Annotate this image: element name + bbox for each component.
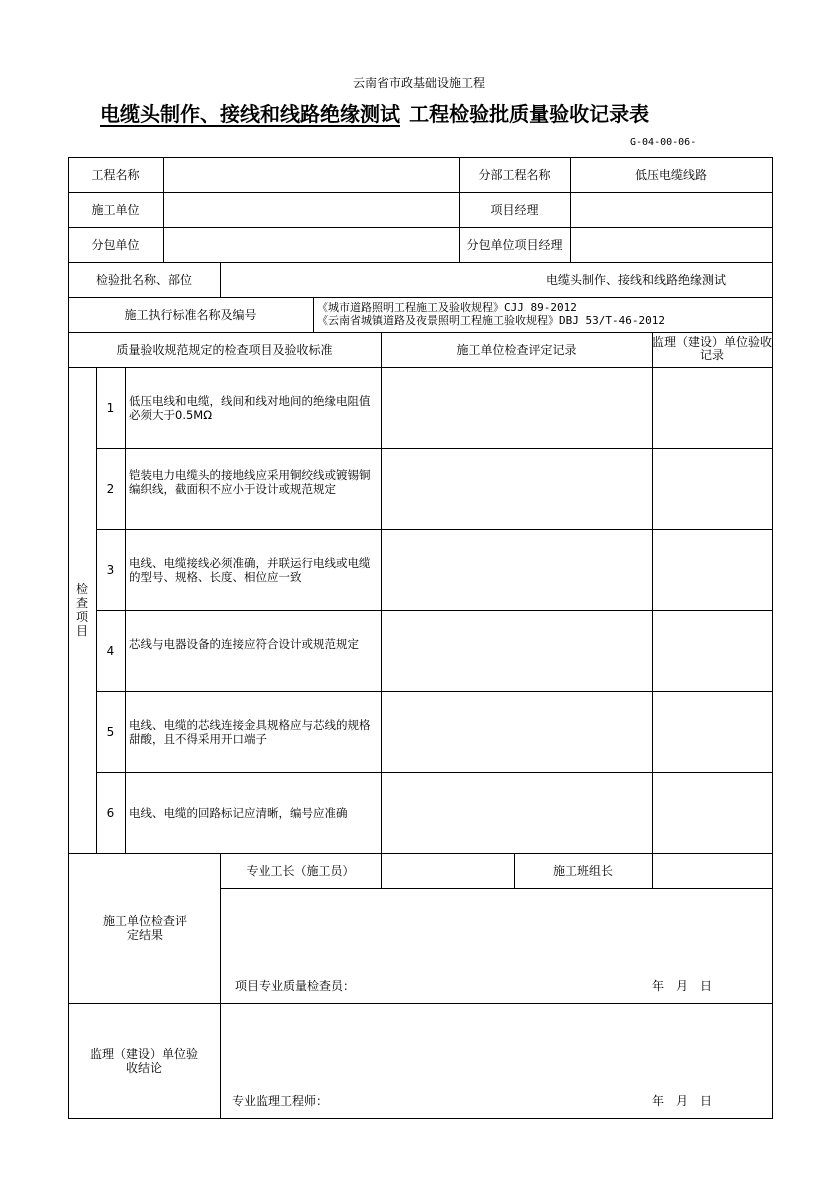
team-leader-label: 施工班组长 (552, 864, 613, 878)
form-title-underlined: 电缆头制作、接线和线路绝缘测试 (100, 102, 400, 126)
standard-label: 施工执行标准名称及编号 (124, 308, 257, 322)
item-contractor-record[interactable] (382, 692, 652, 772)
item-contractor-record[interactable] (382, 611, 652, 691)
engineer-label: 专业监理工程师： (232, 1094, 329, 1108)
sub-project-field[interactable]: 低压电缆线路 (634, 168, 707, 182)
result-date: 年 月 日 (652, 979, 713, 993)
supervisor-record-header: 监理（建设）单位验收记录 (652, 335, 773, 362)
supervision-conclusion-area[interactable] (221, 1004, 772, 1084)
form-code: G-04-00-06- (630, 137, 697, 148)
item-text: 低压电线和电缆，线间和线对地间的绝缘电阻值必须大于0.5MΩ (129, 394, 371, 422)
item-supervisor-record[interactable] (653, 692, 772, 772)
batch-label: 检验批名称、部位 (95, 273, 192, 287)
sub-pm-label: 分包单位项目经理 (466, 238, 563, 252)
contractor-result-area[interactable] (221, 889, 772, 969)
item-text: 芯线与电器设备的连接应符合设计或规范规定 (129, 637, 359, 651)
item-contractor-record[interactable] (382, 449, 652, 529)
item-text: 电线、电缆的回路标记应清晰，编号应准确 (129, 806, 348, 820)
project-name-label: 工程名称 (91, 168, 140, 182)
standard-line-2: 《云南省城镇道路及夜景照明工程施工验收规程》DBJ 53/T-46-2012 (317, 314, 665, 327)
item-text: 电线、电缆接线必须准确，并联运行电线或电缆的型号、规格、长度、相位应一致 (129, 556, 371, 584)
item-number: 2 (106, 482, 115, 496)
item-contractor-record[interactable] (382, 530, 652, 610)
contractor-label: 施工单位 (91, 203, 140, 217)
contractor-result-label: 施工单位检查评定结果 (102, 914, 187, 942)
contractor-record-header: 施工单位检查评定记录 (456, 343, 577, 357)
item-contractor-record[interactable] (382, 368, 652, 448)
sub-project-label: 分部工程名称 (478, 168, 551, 182)
form-title (100, 98, 649, 128)
subcontractor-label: 分包单位 (91, 238, 140, 252)
supervision-label: 监理（建设）单位验收结论 (89, 1047, 198, 1075)
criteria-header: 质量验收规范规定的检查项目及验收标准 (116, 343, 333, 357)
item-number: 6 (106, 806, 115, 820)
item-supervisor-record[interactable] (653, 530, 772, 610)
item-supervisor-record[interactable] (653, 449, 772, 529)
item-number: 5 (106, 725, 115, 739)
pm-label: 项目经理 (490, 203, 539, 217)
inspector-label: 项目专业质量检查员： (235, 979, 356, 993)
item-contractor-record[interactable] (382, 773, 652, 853)
check-items-label: 检查项目 (75, 582, 88, 638)
supervision-date: 年 月 日 (652, 1094, 713, 1108)
item-supervisor-record[interactable] (653, 368, 772, 448)
item-number: 4 (106, 644, 115, 658)
standard-line-1: 《城市道路照明工程施工及验收规程》CJJ 89-2012 (317, 301, 577, 314)
item-number: 3 (106, 563, 115, 577)
org-title: 云南省市政基础设施工程 (352, 76, 485, 90)
form-title-rest: 工程检验批质量验收记录表 (409, 102, 650, 126)
foreman-label: 专业工长（施工员） (246, 864, 355, 878)
item-text: 铠装电力电缆头的接地线应采用铜绞线或镀锡铜编织线，截面积不应小于设计或规范规定 (129, 468, 371, 496)
batch-field[interactable]: 电缆头制作、接线和线路绝缘测试 (546, 273, 727, 287)
item-supervisor-record[interactable] (653, 611, 772, 691)
item-number: 1 (106, 401, 115, 415)
item-supervisor-record[interactable] (653, 773, 772, 853)
item-text: 电线、电缆的芯线连接金具规格应与芯线的规格甜酸，且不得采用开口端子 (129, 718, 371, 746)
